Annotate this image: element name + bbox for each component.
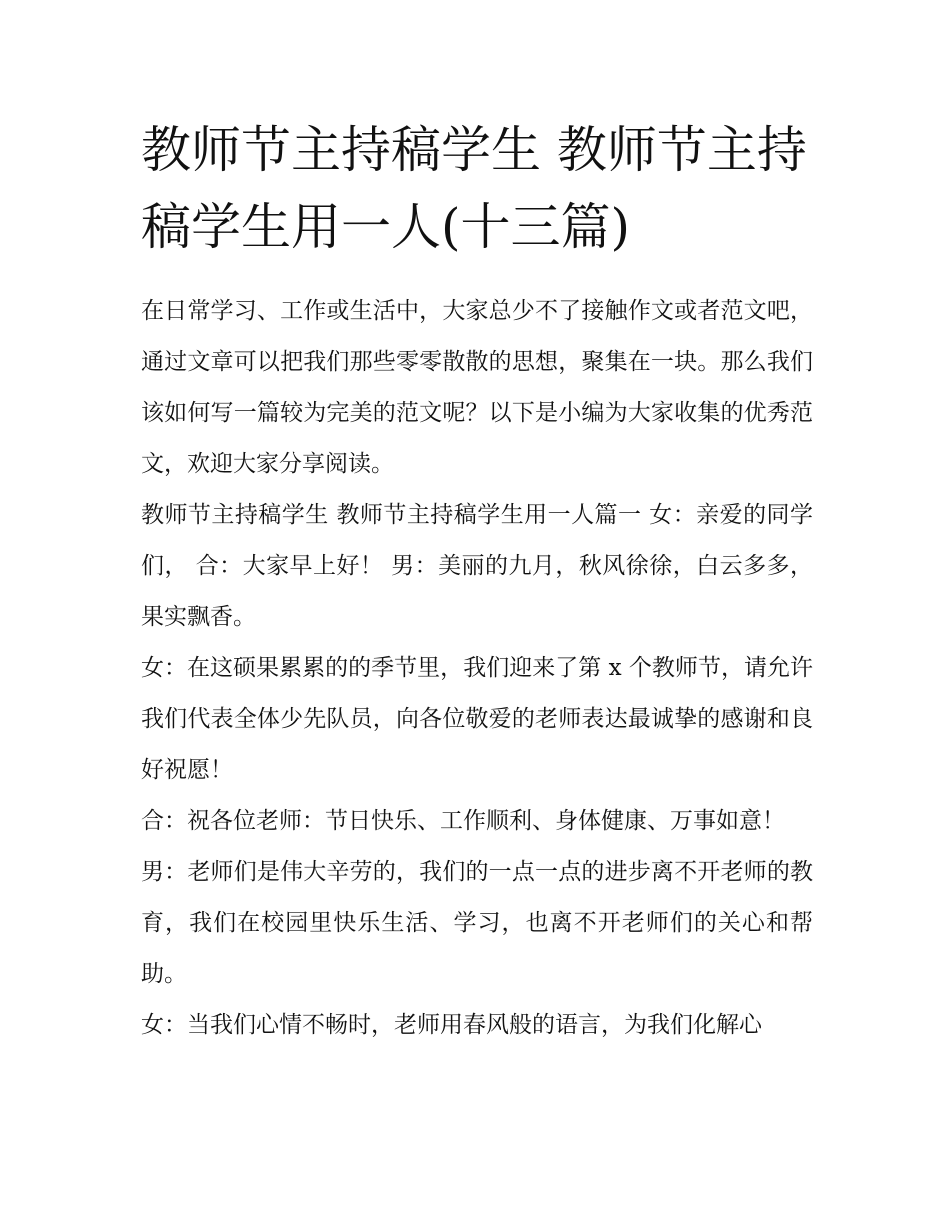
paragraph: 教师节主持稿学生 教师节主持稿学生用一人篇一 女：亲爱的同学们， 合：大家早上好！ 男：美丽的九月，秋风徐徐，白云多多，果实飘香。	[141, 502, 813, 630]
document-page	[141, 112, 813, 1051]
document-title: 教师节主持稿学生 教师节主持稿学生用一人(十三篇)	[141, 121, 807, 256]
paragraph: 男：老师们是伟大辛劳的，我们的一点一点的进步离不开老师的教育，我们在校园里快乐生活、学习，也离不开老师们的关心和帮助。	[141, 859, 813, 987]
paragraph: 女：在这硕果累累的的季节里，我们迎来了第 x 个教师节，请允许我们代表全体少先队员，向各位敬爱的老师表达最诚挚的感谢和良好祝愿！	[141, 655, 813, 783]
document-body	[141, 286, 813, 1051]
paragraph: 在日常学习、工作或生活中，大家总少不了接触作文或者范文吧，通过文章可以把我们那些零零散散的思想，聚集在一块。那么我们该如何写一篇较为完美的范文呢？以下是小编为大家收集的优秀范文，欢迎大家分享阅读。	[141, 298, 813, 477]
paragraph: 女：当我们心情不畅时，老师用春风般的语言，为我们化解心	[141, 1012, 762, 1038]
paragraph: 合：祝各位老师：节日快乐、工作顺利、身体健康、万事如意！	[141, 808, 785, 834]
